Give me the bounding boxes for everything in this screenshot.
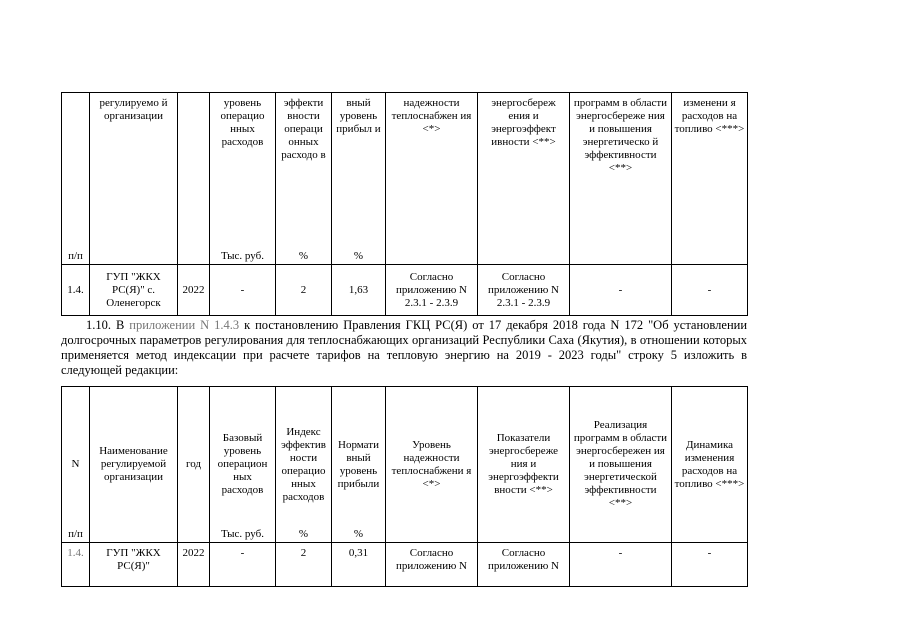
t2-col-base-unit: Тыс. руб. bbox=[220, 528, 264, 540]
table1-header-row bbox=[62, 93, 748, 265]
paragraph-text: к постановлению Правления ГКЦ РС(Я) от 17 декабря 2018 года N 172 "Об установлении долгосрочных параметров регулирования для теплоснабжающих организаций Республики Саха (Якутия), в отношении которых применяется метод индексации при расчете тарифов на тепловую энергию на 2019 - 2023 годы" строку 5 изложить в следующей редакции: bbox=[61, 318, 748, 377]
t2-col-org-header: Наименование регулируемой организации bbox=[90, 387, 178, 543]
t1-cell-energy: Согласно приложению N 2.3.1 - 2.3.9 bbox=[478, 265, 570, 316]
t1-col-fuel-header: изменени я расходов на топливо <***> bbox=[672, 93, 748, 265]
t1-cell-index: 2 bbox=[276, 265, 332, 316]
t2-col-index-label: Индекс эффектив ности операцио нных расходов bbox=[281, 425, 326, 503]
t1-col-reliability-header: надежности теплоснабжен ия <*> bbox=[386, 93, 478, 265]
t1-col-profit-label: вный уровень прибыл и bbox=[336, 97, 381, 135]
t2-col-profit-header bbox=[332, 387, 386, 543]
t1-col-year-header bbox=[178, 93, 210, 265]
t1-col-profit-unit: % bbox=[353, 250, 364, 262]
t2-col-num-label: N bbox=[71, 458, 80, 470]
t2-cell-profit: 0,31 bbox=[332, 543, 386, 587]
params-table-2 bbox=[61, 386, 748, 587]
t1-col-energy-header: энергосбереж ения и энергоэффект ивности <**> bbox=[478, 93, 570, 265]
t2-col-reliability-header: Уровень надежности теплоснабжени я <*> bbox=[386, 387, 478, 543]
t1-col-org-header: регулируемо й организации bbox=[90, 93, 178, 265]
t2-col-index-header bbox=[276, 387, 332, 543]
t2-cell-index: 2 bbox=[276, 543, 332, 587]
t2-cell-programs: - bbox=[570, 543, 672, 587]
t2-cell-fuel: - bbox=[672, 543, 748, 587]
params-table-1 bbox=[61, 92, 748, 316]
amendment-paragraph bbox=[61, 318, 747, 378]
t2-col-profit-unit: % bbox=[353, 528, 364, 540]
t2-cell-year: 2022 bbox=[178, 543, 210, 587]
t1-col-base-unit: Тыс. руб. bbox=[220, 250, 264, 262]
t2-cell-reliability: Согласно приложению N bbox=[386, 543, 478, 587]
table-row bbox=[62, 543, 748, 587]
t2-col-energy-header: Показатели энергосбереже ния и энергоэффекти вности <**> bbox=[478, 387, 570, 543]
t1-cell-num: 1.4. bbox=[62, 265, 90, 316]
t2-col-num-header bbox=[62, 387, 90, 543]
table-row bbox=[62, 265, 748, 316]
t2-col-num-sub: п/п bbox=[68, 528, 83, 540]
t2-cell-org: ГУП "ЖКХ РС(Я)" bbox=[90, 543, 178, 587]
t1-cell-org: ГУП "ЖКХ РС(Я)" с. Оленегорск bbox=[90, 265, 178, 316]
t1-col-index-label: эффекти вности операци онных расходо в bbox=[281, 97, 326, 161]
t2-cell-num: 1.4. bbox=[62, 543, 90, 587]
table2-header-row bbox=[62, 387, 748, 543]
t1-col-profit-header bbox=[332, 93, 386, 265]
t2-col-index-unit: % bbox=[298, 528, 309, 540]
t2-col-fuel-header: Динамика изменения расходов на топливо <***> bbox=[672, 387, 748, 543]
t1-col-base-label: уровень операцио нных расходов bbox=[220, 97, 265, 148]
t1-cell-year: 2022 bbox=[178, 265, 210, 316]
t1-cell-programs: - bbox=[570, 265, 672, 316]
paragraph-appendix-link[interactable]: приложении N 1.4.3 bbox=[129, 318, 240, 332]
paragraph-prefix: 1.10. В bbox=[86, 318, 130, 332]
t2-col-programs-header: Реализация программ в области энергосбережен ия и повышения энергетической эффективности <**> bbox=[570, 387, 672, 543]
t1-col-programs-header: программ в области энергосбереже ния и повышения энергетическо й эффективности <**> bbox=[570, 93, 672, 265]
t1-cell-reliability: Согласно приложению N 2.3.1 - 2.3.9 bbox=[386, 265, 478, 316]
t1-col-num-sub: п/п bbox=[68, 250, 83, 262]
t2-cell-energy: Согласно приложению N bbox=[478, 543, 570, 587]
t1-col-index-header bbox=[276, 93, 332, 265]
t1-col-num-header bbox=[62, 93, 90, 265]
t1-cell-profit: 1,63 bbox=[332, 265, 386, 316]
t2-cell-base: - bbox=[210, 543, 276, 587]
t1-col-base-header bbox=[210, 93, 276, 265]
t2-col-year-header: год bbox=[178, 387, 210, 543]
t1-cell-base: - bbox=[210, 265, 276, 316]
t2-col-base-header bbox=[210, 387, 276, 543]
t2-col-base-label: Базовый уровень операцион ных расходов bbox=[217, 432, 268, 496]
t2-col-profit-label: Нормати вный уровень прибыли bbox=[337, 438, 380, 490]
t1-col-index-unit: % bbox=[298, 250, 309, 262]
t1-cell-fuel: - bbox=[672, 265, 748, 316]
